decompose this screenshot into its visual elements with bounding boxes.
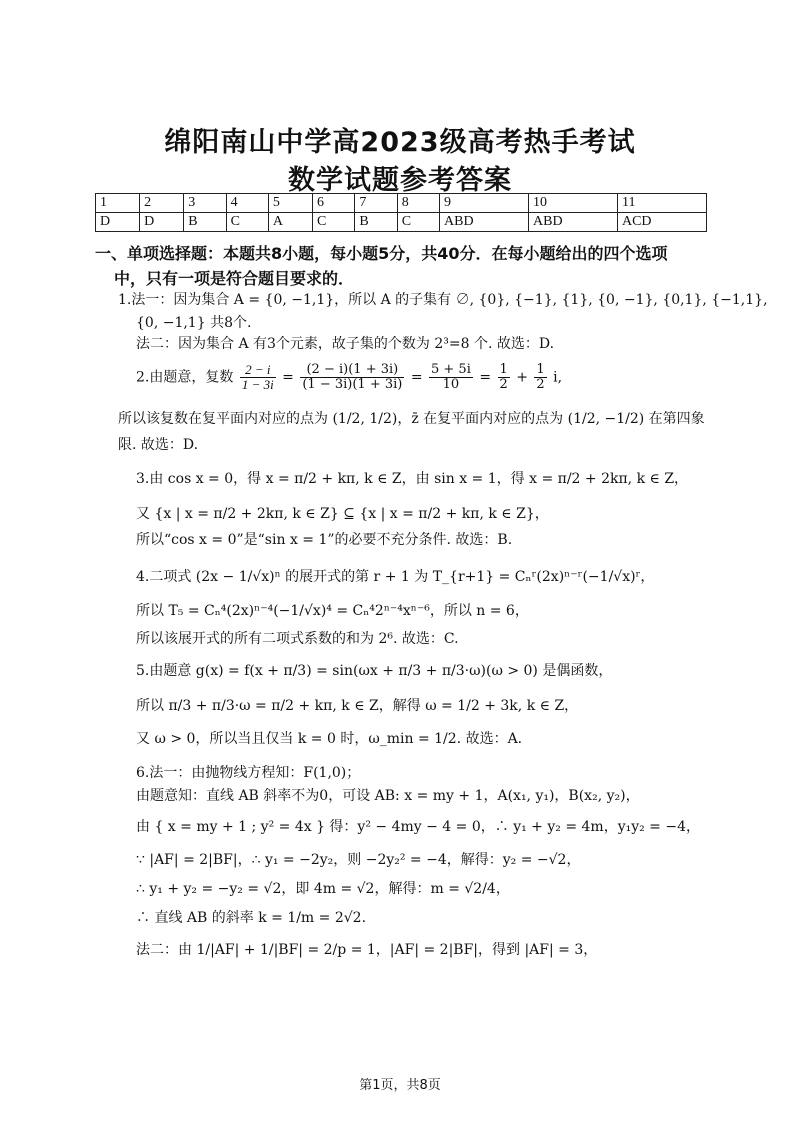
fraction: [240, 363, 276, 392]
fraction: [534, 363, 546, 392]
fraction: [300, 363, 404, 392]
answer-cell: D: [96, 213, 140, 232]
numerator: (2 − i)(1 + 3i): [300, 363, 404, 378]
numerator: 2 − i: [240, 363, 276, 378]
numerator: 1: [536, 362, 545, 377]
question-number-cell: 9: [440, 194, 529, 213]
answer-cell: ABD: [529, 213, 618, 232]
equals-sign: =: [410, 369, 423, 386]
question-number-cell: 2: [140, 194, 184, 213]
q1-line-2: {0, −1,1} 共8个.: [136, 315, 252, 331]
fraction: [429, 363, 473, 392]
fraction: [498, 363, 510, 392]
denominator: 1 − 3i: [241, 377, 274, 392]
equals-sign: =: [282, 369, 294, 386]
question-number-cell: 3: [184, 194, 226, 213]
q6-line-1: 6.法一：由抛物线方程知：F(1,0)；: [136, 765, 361, 781]
q6-line-2: 由题意知：直线 AB 斜率不为0，可设 AB: x = my + 1，A(x₁, y₁)，B(x₂, y₂)，: [136, 788, 640, 804]
question-number-cell: 6: [313, 194, 355, 213]
q5-line-3: 又 ω > 0，所以当且仅当 k = 0 时，ω_min = 1/2. 故选：A.: [136, 731, 523, 747]
section-heading: 一、单项选择题：本题共8小题，每小题5分，共40分．在每小题给出的四个选项: [95, 244, 668, 263]
answer-cell: C: [313, 213, 355, 232]
q2-line-1: [136, 363, 562, 392]
answer-cell: B: [355, 213, 397, 232]
denominator: (1 − 3i)(1 + 3i): [302, 377, 403, 392]
answer-table-header-row: [96, 194, 707, 213]
section-heading-cont: 中，只有一项是符合题目要求的．: [114, 269, 355, 288]
page-number: 第1页，共8页: [359, 1078, 441, 1093]
question-number-cell: 11: [617, 194, 706, 213]
q6-line-3: 由 { x = my + 1 ; y² = 4x } 得：y² − 4my − 4 = 0，∴ y₁ + y₂ = 4m，y₁y₂ = −4，: [136, 819, 701, 835]
denominator: 2: [499, 377, 508, 392]
q6-line-7: 法二：由 1/|AF| + 1/|BF| = 2/p = 1，|AF| = 2|BF|，得到 |AF| = 3，: [136, 942, 598, 958]
answer-cell: C: [226, 213, 268, 232]
denominator: 10: [442, 377, 460, 392]
question-number-cell: 1: [96, 194, 140, 213]
equals-sign: =: [479, 369, 492, 386]
answer-table: [95, 193, 707, 232]
question-number-cell: 8: [397, 194, 439, 213]
q6-line-4: ∵ |AF| = 2|BF|，∴ y₁ = −2y₂，则 −2y₂² = −4，解得：y₂ = −√2，: [136, 852, 581, 868]
q1-line-3: 法二：因为集合 A 有3个元素，故子集的个数为 2³=8 个. 故选：D.: [136, 336, 555, 352]
q6-line-6: ∴ 直线 AB 的斜率 k = 1/m = 2√2.: [136, 910, 367, 926]
numerator: 5 + 5i: [431, 362, 471, 377]
answer-cell: D: [140, 213, 184, 232]
question-number-cell: 5: [268, 194, 312, 213]
page-subtitle: 数学试题参考答案: [288, 165, 512, 196]
denominator: 2: [536, 377, 545, 392]
q3-line-3: 所以“cos x = 0”是“sin x = 1”的必要不充分条件. 故选：B.: [136, 532, 513, 548]
page-title: 绵阳南山中学高2023级高考热手考试: [164, 127, 636, 158]
q4-line-2: 所以 T₅ = Cₙ⁴(2x)ⁿ⁻⁴(−1/√x)⁴ = Cₙ⁴2ⁿ⁻⁴xⁿ⁻⁶，所以 n = 6，: [136, 603, 529, 619]
q3-line-2: 又 {x | x = π/2 + 2kπ, k ∈ Z} ⊆ {x | x = π/2 + kπ, k ∈ Z}，: [136, 506, 549, 522]
q4-line-3: 所以该展开式的所有二项式系数的和为 2⁶. 故选：C.: [136, 631, 459, 647]
q1-line-1: 1.法一：因为集合 A = {0, −1,1}，所以 A 的子集有 ∅, {0}, {−1}, {1}, {0, −1}, {0,1}, {−1,1},: [118, 292, 768, 308]
q2-line-2: 所以该复数在复平面内对应的点为 (1/2, 1/2)，z̄ 在复平面内对应的点为 (1/2, −1/2) 在第四象: [118, 411, 705, 427]
q5-line-1: 5.由题意 g(x) = f(x + π/3) = sin(ωx + π/3 + π/3·ω)(ω > 0) 是偶函数，: [136, 663, 613, 679]
answer-cell: ABD: [440, 213, 529, 232]
answer-cell: A: [268, 213, 312, 232]
q2-line-3: 限. 故选：D.: [118, 437, 199, 453]
answer-cell: ACD: [617, 213, 706, 232]
q4-line-1: 4.二项式 (2x − 1/√x)ⁿ 的展开式的第 r + 1 为 T_{r+1} = Cₙʳ(2x)ⁿ⁻ʳ(−1/√x)ʳ，: [136, 569, 655, 585]
q5-line-2: 所以 π/3 + π/3·ω = π/2 + kπ, k ∈ Z，解得 ω = 1/2 + 3k, k ∈ Z，: [136, 698, 579, 714]
question-number-cell: 7: [355, 194, 397, 213]
q3-line-1: 3.由 cos x = 0，得 x = π/2 + kπ, k ∈ Z，由 sin x = 1，得 x = π/2 + 2kπ, k ∈ Z，: [136, 471, 689, 487]
q2-text: 2.由题意，复数: [136, 369, 234, 386]
question-number-cell: 4: [226, 194, 268, 213]
q6-line-5: ∴ y₁ + y₂ = −y₂ = √2，即 4m = √2，解得：m = √2/4，: [136, 881, 510, 897]
q2-text-end: i,: [553, 369, 563, 386]
answer-cell: B: [184, 213, 226, 232]
plus-sign: +: [516, 369, 528, 386]
answer-table-answer-row: [96, 213, 707, 232]
question-number-cell: 10: [529, 194, 618, 213]
answer-cell: C: [397, 213, 439, 232]
numerator: 1: [499, 362, 508, 377]
